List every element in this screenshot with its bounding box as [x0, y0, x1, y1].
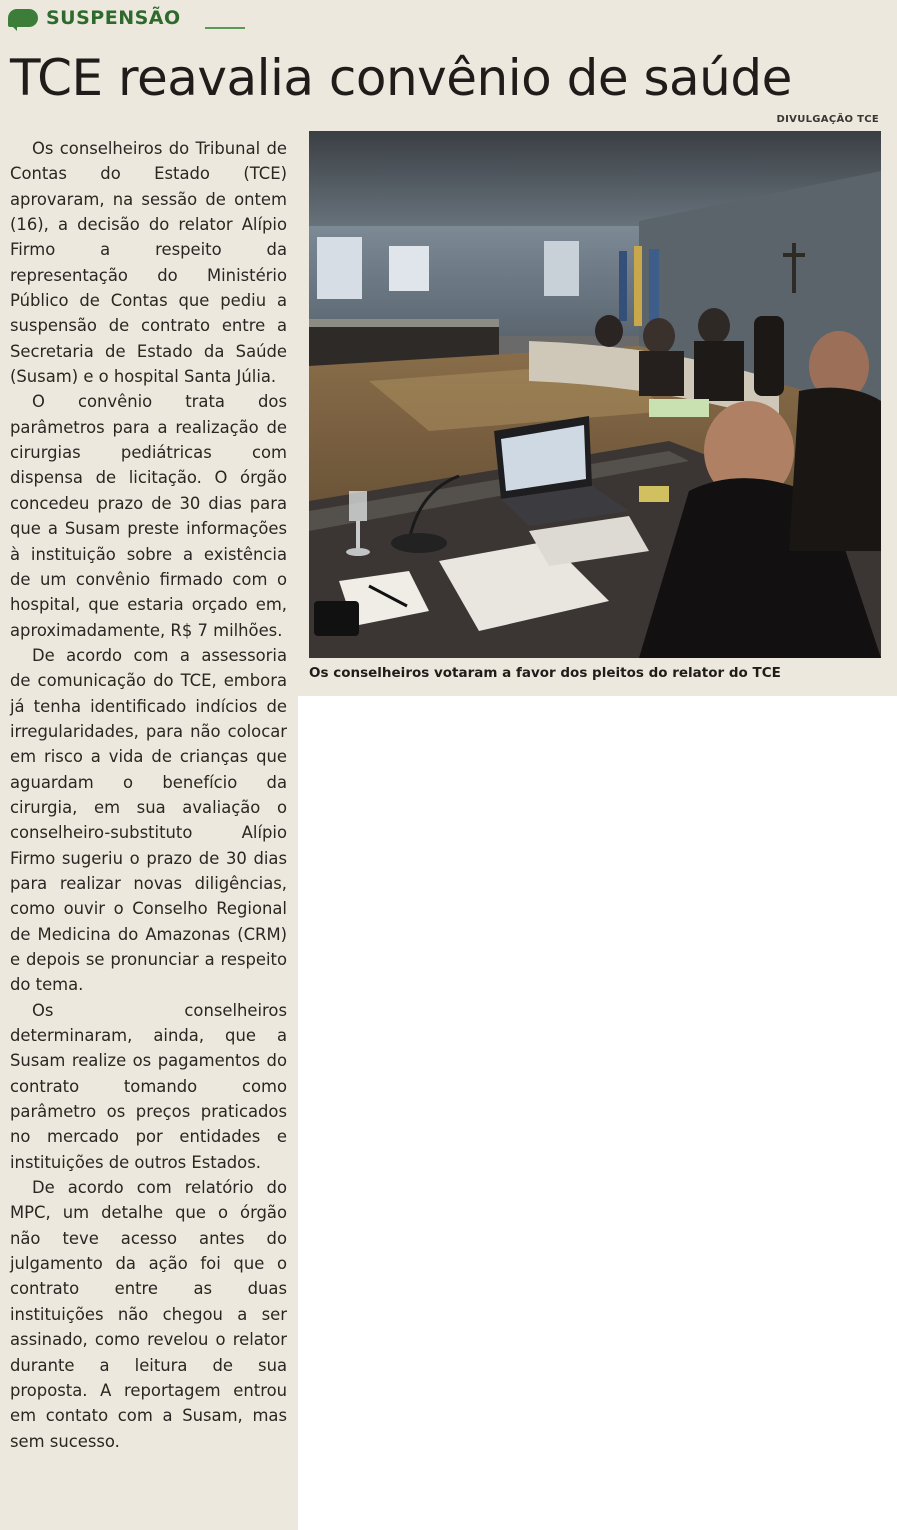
photo-caption: Os conselheiros votaram a favor dos pleitos do relator do TCE: [309, 665, 781, 681]
article-paragraph-5: De acordo com relatório do MPC, um detalhe que o órgão não teve acesso antes do julgamento da ação foi que o contrato entre as duas instituições não chegou a ser assinado, como revelou o relator durante a leitura de sua proposta. A reportagem entrou em contato com a Susam, mas sem sucesso.: [10, 1178, 287, 1451]
article-paragraph-1: Os conselheiros do Tribunal de Contas do Estado (TCE) aprovaram, na sessão de ontem (16), a decisão do relator Alípio Firmo a respeito da representação do Ministério Público de Contas que pediu a suspensão de contrato entre a Secretaria de Estado da Saúde (Susam) e o hospital Santa Júlia.: [10, 139, 287, 387]
article-paragraph-3: De acordo com a assessoria de comunicação do TCE, embora já tenha identificado indícios de irregularidades, para não colocar em risco a vida de crianças que aguardam o benefício da cirurgia, em sua avaliação o conselheiro-substituto Alípio Firmo sugeriu o prazo de 30 dias para realizar novas diligências, como ouvir o Conselho Regional de Medicina do Amazonas (CRM) e depois se pronunciar a respeito do tema.: [10, 645, 287, 995]
section-rule: [205, 27, 245, 29]
section-tag: [8, 4, 181, 32]
photo-illustration: [309, 131, 881, 658]
photo-credit: DIVULGAÇÃO TCE: [776, 114, 879, 125]
article-body: [10, 136, 287, 1454]
section-label: SUSPENSÃO: [46, 7, 181, 29]
photo-council-session: [309, 131, 881, 658]
speech-bubble-icon: [8, 9, 38, 27]
headline: TCE reavalia convênio de saúde: [10, 49, 792, 107]
article-paragraph-4: Os conselheiros determinaram, ainda, que a Susam realize os pagamentos do contrato tomando como parâmetro os preços praticados no mercado por entidades e instituições de outros Estados.: [10, 1000, 287, 1172]
article-paragraph-2: O convênio trata dos parâmetros para a realização de cirurgias pediátricas com dispensa de licitação. O órgão concedeu prazo de 30 dias para que a Susam preste informações à instituição sobre a existência de um convênio firmado com o hospital, que estaria orçado em, aproximadamente, R$ 7 milhões.: [10, 392, 287, 640]
